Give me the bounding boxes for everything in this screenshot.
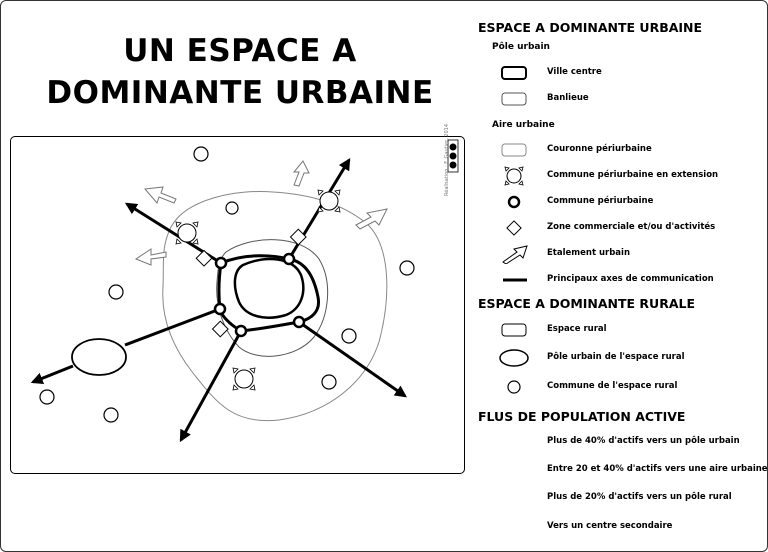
legend-label: Plus de 40% d'actifs vers un pôle urbain — [547, 436, 740, 446]
legend-urban-heading: ESPACE A DOMINANTE URBAINE — [478, 20, 703, 35]
legend-flow-20-40 — [497, 460, 768, 480]
legend-flow-40 — [497, 432, 765, 452]
legend-label: Entre 20 et 40% d'actifs vers une aire urbaine — [547, 464, 768, 474]
legend-label: Principaux axes de communication — [547, 274, 714, 284]
page-title: UN ESPACE A DOMINANTE URBAINE — [46, 33, 434, 111]
legend-flow-rural — [497, 488, 765, 508]
legend-flow-secondaire — [497, 517, 765, 537]
legend-label: Espace rural — [547, 324, 607, 334]
legend-zone-commerciale — [497, 218, 765, 238]
legend-label: Commune de l'espace rural — [547, 381, 678, 391]
legend-label: Vers un centre secondaire — [547, 521, 673, 531]
legend-ville-centre — [497, 63, 765, 83]
legend-aire-heading: Aire urbaine — [492, 120, 555, 130]
legend-label: Plus de 20% d'actifs vers un pôle rural — [547, 492, 732, 502]
diagram-map — [10, 136, 465, 474]
legend-espace-rural — [497, 320, 765, 340]
legend-label: Banlieue — [547, 93, 589, 103]
legend-commune-periurbaine — [497, 192, 765, 212]
legend-banlieue — [497, 89, 765, 109]
legend-couronne — [497, 140, 765, 160]
legend-label: Commune périurbaine — [547, 196, 654, 206]
legend-pole-heading: Pôle urbain — [492, 42, 550, 52]
legend-label: Etalement urbain — [547, 248, 631, 258]
credit-text: Réalisation : F. Gautier, 2014 — [444, 123, 450, 196]
legend-axes — [497, 270, 765, 290]
legend-pole-rural — [497, 348, 765, 368]
legend-etalement — [497, 244, 765, 264]
legend-label: Commune périurbaine en extension — [547, 170, 719, 180]
legend-label: Pôle urbain de l'espace rural — [547, 352, 685, 362]
legend-commune-extension — [497, 166, 765, 186]
legend-commune-rurale — [497, 377, 765, 397]
legend-label: Couronne périurbaine — [547, 144, 652, 154]
legend-label: Ville centre — [547, 67, 602, 77]
legend-rural-heading: ESPACE A DOMINANTE RURALE — [478, 296, 696, 311]
pole-urbain-rural — [72, 339, 126, 375]
legend-flows-heading: FLUS DE POPULATION ACTIVE — [478, 409, 686, 424]
ville-centre-area — [235, 259, 303, 318]
legend-label: Zone commerciale et/ou d'activités — [547, 222, 716, 232]
